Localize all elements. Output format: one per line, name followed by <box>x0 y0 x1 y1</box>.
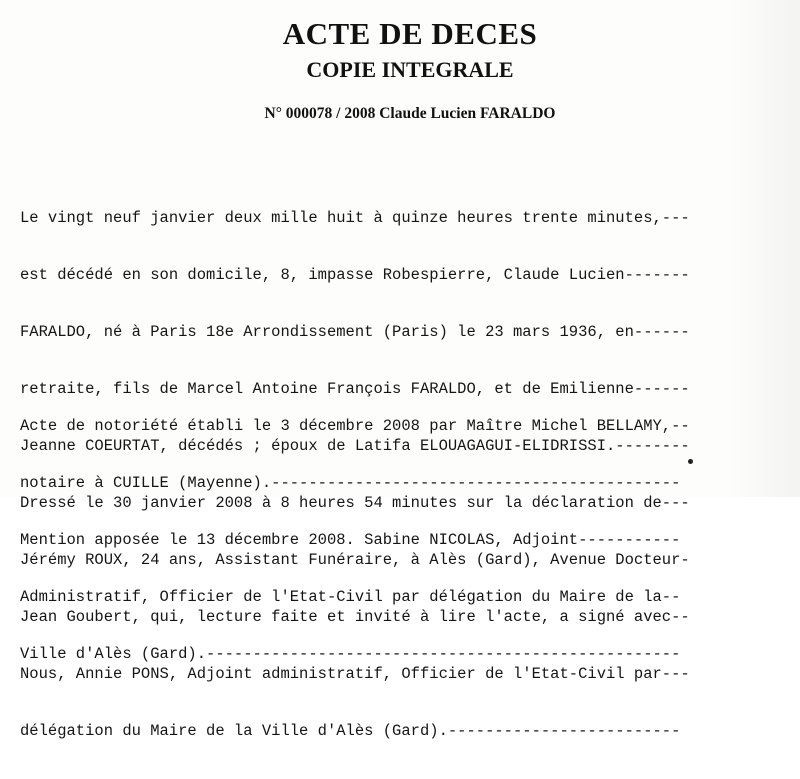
text-line: retraite, fils de Marcel Antoine François FARALDO, et de Emilienne------ <box>20 380 690 398</box>
text-line: Ville d'Alès (Gard).--------------------------------------------------- <box>20 645 681 663</box>
text-line: Mention apposée le 13 décembre 2008. Sabine NICOLAS, Adjoint----------- <box>20 531 681 549</box>
text-line: Nous, Annie PONS, Adjoint administratif, Officier de l'Etat-Civil par--- <box>20 665 690 683</box>
text-line: Acte de notoriété établi le 3 décembre 2008 par Maître Michel BELLAMY,-- <box>20 417 690 435</box>
text-line: Administratif, Officier de l'Etat-Civil par délégation du Maire de la-- <box>20 588 681 606</box>
text-line: est décédé en son domicile, 8, impasse Robespierre, Claude Lucien------- <box>20 266 690 284</box>
document-subtitle: COPIE INTEGRALE <box>306 57 514 82</box>
text-line: FARALDO, né à Paris 18e Arrondissement (Paris) le 23 mars 1936, en------ <box>20 323 690 341</box>
text-line: Jeanne COEURTAT, décédés ; époux de Latifa ELOUAGAGUI-ELIDRISSI.-------- <box>20 437 690 455</box>
act-number: N° 000078 / 2008 Claude Lucien FARALDO <box>264 105 556 122</box>
text-line: notaire à CUILLE (Mayenne).-------------------------------------------- <box>20 474 681 492</box>
text-line: Le vingt neuf janvier deux mille huit à quinze heures trente minutes,--- <box>20 209 690 227</box>
text-line: Dressé le 30 janvier 2008 à 8 heures 54 minutes sur la déclaration de--- <box>20 494 690 512</box>
text-line: Jean Goubert, qui, lecture faite et invité à lire l'acte, a signé avec-- <box>20 608 690 626</box>
marginal-mentions-paragraph <box>20 379 690 702</box>
text-line: Jérémy ROUX, 24 ans, Assistant Funéraire, à Alès (Gard), Avenue Docteur- <box>20 551 690 569</box>
document-title: ACTE DE DECES <box>282 16 538 51</box>
ink-dot <box>688 459 693 464</box>
text-line: délégation du Maire de la Ville d'Alès (Gard).------------------------- <box>20 722 681 740</box>
